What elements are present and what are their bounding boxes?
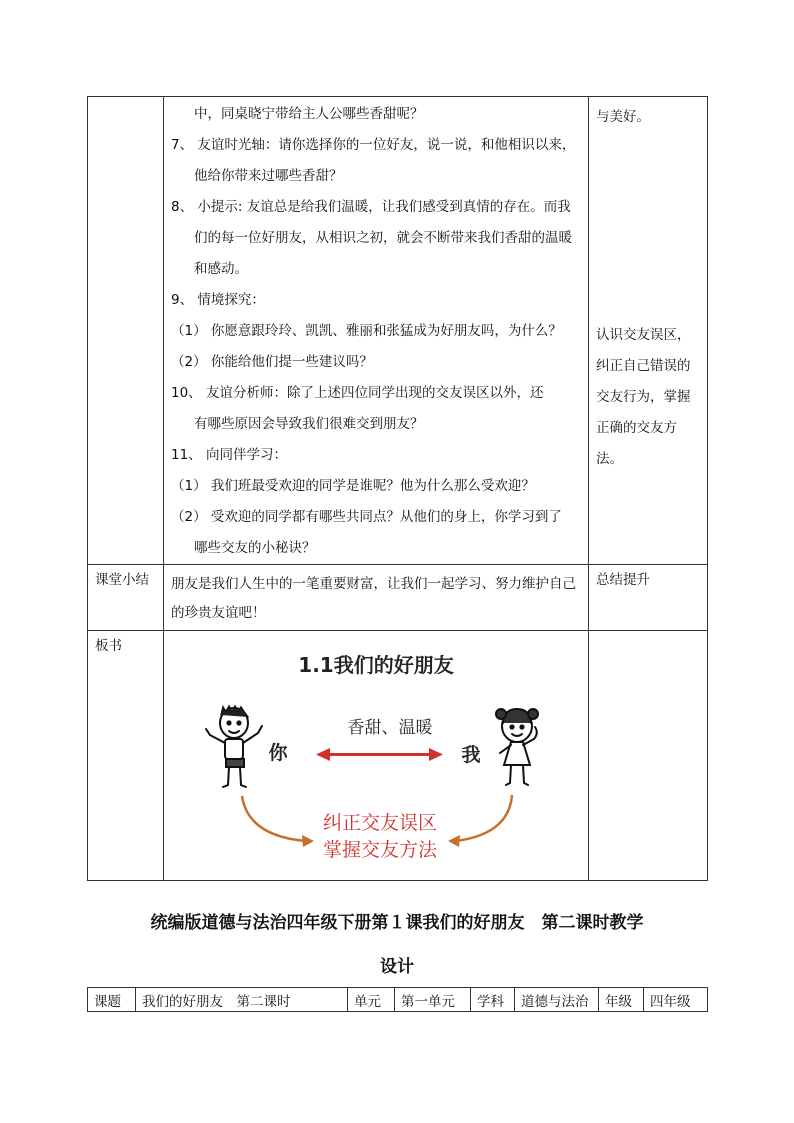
activity-line: （1） 我们班最受欢迎的同学是谁呢？他为什么那么受欢迎？ <box>171 478 535 494</box>
info-cell: 我们的好朋友 第二课时 <box>136 988 348 1012</box>
lesson-table <box>87 96 708 881</box>
info-cell: 年级 <box>599 988 644 1012</box>
activity-line: 10、 友谊分析师：除了上述四位同学出现的交友误区以外，还 <box>171 385 544 401</box>
activity-line: 有哪些原因会导致我们很难交到朋友？ <box>194 416 424 432</box>
summary-label-cell <box>88 565 164 631</box>
activity-line: 7、 友谊时光轴：请你选择你的一位好友，说一说，和他相识以来， <box>171 137 576 153</box>
board-right-cell <box>589 631 708 881</box>
board-row <box>88 631 708 881</box>
board-title: 1.1我们的好朋友 <box>298 653 454 677</box>
girl-figure-icon <box>496 709 538 785</box>
activity-row <box>88 97 708 565</box>
activity-line: （2） 你能给他们提一些建议吗？ <box>171 354 373 370</box>
board-line2: 掌握交友方法 <box>322 839 438 861</box>
summary-goal-text: 总结提升 <box>596 572 650 588</box>
activity-line: （1） 你愿意跟玲玲、凯凯、雅丽和张猛成为好朋友吗，为什么？ <box>171 323 562 339</box>
right-arrowhead-icon <box>448 835 460 847</box>
summary-label: 课堂小结 <box>95 572 149 588</box>
left-arrowhead-icon <box>302 835 314 847</box>
goal-text-line: 认识交友误区， <box>596 327 691 343</box>
activity-line: 11、 向同伴学习： <box>171 447 287 463</box>
activity-line: 8、 小提示: 友谊总是给我们温暖，让我们感受到真情的存在。而我 <box>171 199 571 215</box>
activity-line: （2） 受欢迎的同学都有哪些共同点？从他们的身上，你学习到了 <box>171 509 562 525</box>
board-content-cell <box>164 631 589 881</box>
activity-line: 9、 情境探究： <box>171 292 265 308</box>
info-cell: 课题 <box>88 988 136 1012</box>
activity-line: 哪些交友的小秘诀？ <box>194 540 316 556</box>
goal-text-line: 纠正自己错误的 <box>596 358 691 374</box>
goal-text-line: 正确的交友方法。 <box>596 420 677 467</box>
board-label-cell <box>88 631 164 881</box>
goal-text-line: 交友行为，掌握 <box>596 389 691 405</box>
summary-goal-cell <box>589 565 708 631</box>
course-info-row <box>88 988 708 1012</box>
arrow-label: 香甜、温暖 <box>347 718 433 738</box>
board-label: 板书 <box>95 638 122 654</box>
info-cell: 道德与法治 <box>515 988 599 1012</box>
activity-left-cell <box>88 97 164 565</box>
course-info-table <box>87 987 708 1012</box>
activity-line: 和感动。 <box>194 261 248 277</box>
activity-line: 他给你带来过哪些香甜？ <box>194 168 343 184</box>
activity-line: 中，同桌晓宁带给主人公哪些香甜呢？ <box>194 106 424 122</box>
activity-goal-cell <box>589 97 708 565</box>
summary-text: 朋友是我们人生中的一笔重要财富，让我们一起学习、努力维护自己的珍贵友谊吧！ <box>171 576 576 621</box>
double-arrow-icon <box>316 748 443 761</box>
document-heading-line2: 设计 <box>380 957 414 977</box>
me-label: 我 <box>461 744 481 766</box>
document-heading-line1: 统编版道德与法治四年级下册第１课我们的好朋友 第二课时教学 <box>150 913 644 933</box>
activity-line: 们的每一位好朋友，从相识之初，就会不断带来我们香甜的温暖 <box>194 230 572 246</box>
info-cell: 四年级 <box>644 988 708 1012</box>
info-cell: 第一单元 <box>395 988 471 1012</box>
activity-content-cell <box>164 97 589 565</box>
board-line1: 纠正交友误区 <box>322 812 438 834</box>
blackboard-drawing <box>164 631 589 880</box>
summary-row <box>88 565 708 631</box>
summary-content-cell <box>164 565 589 631</box>
info-cell: 学科 <box>471 988 515 1012</box>
blackboard-design <box>164 631 588 870</box>
you-label: 你 <box>268 742 288 764</box>
info-cell: 单元 <box>348 988 395 1012</box>
goal-text-top: 与美好。 <box>596 109 650 125</box>
boy-figure-icon <box>206 706 262 787</box>
